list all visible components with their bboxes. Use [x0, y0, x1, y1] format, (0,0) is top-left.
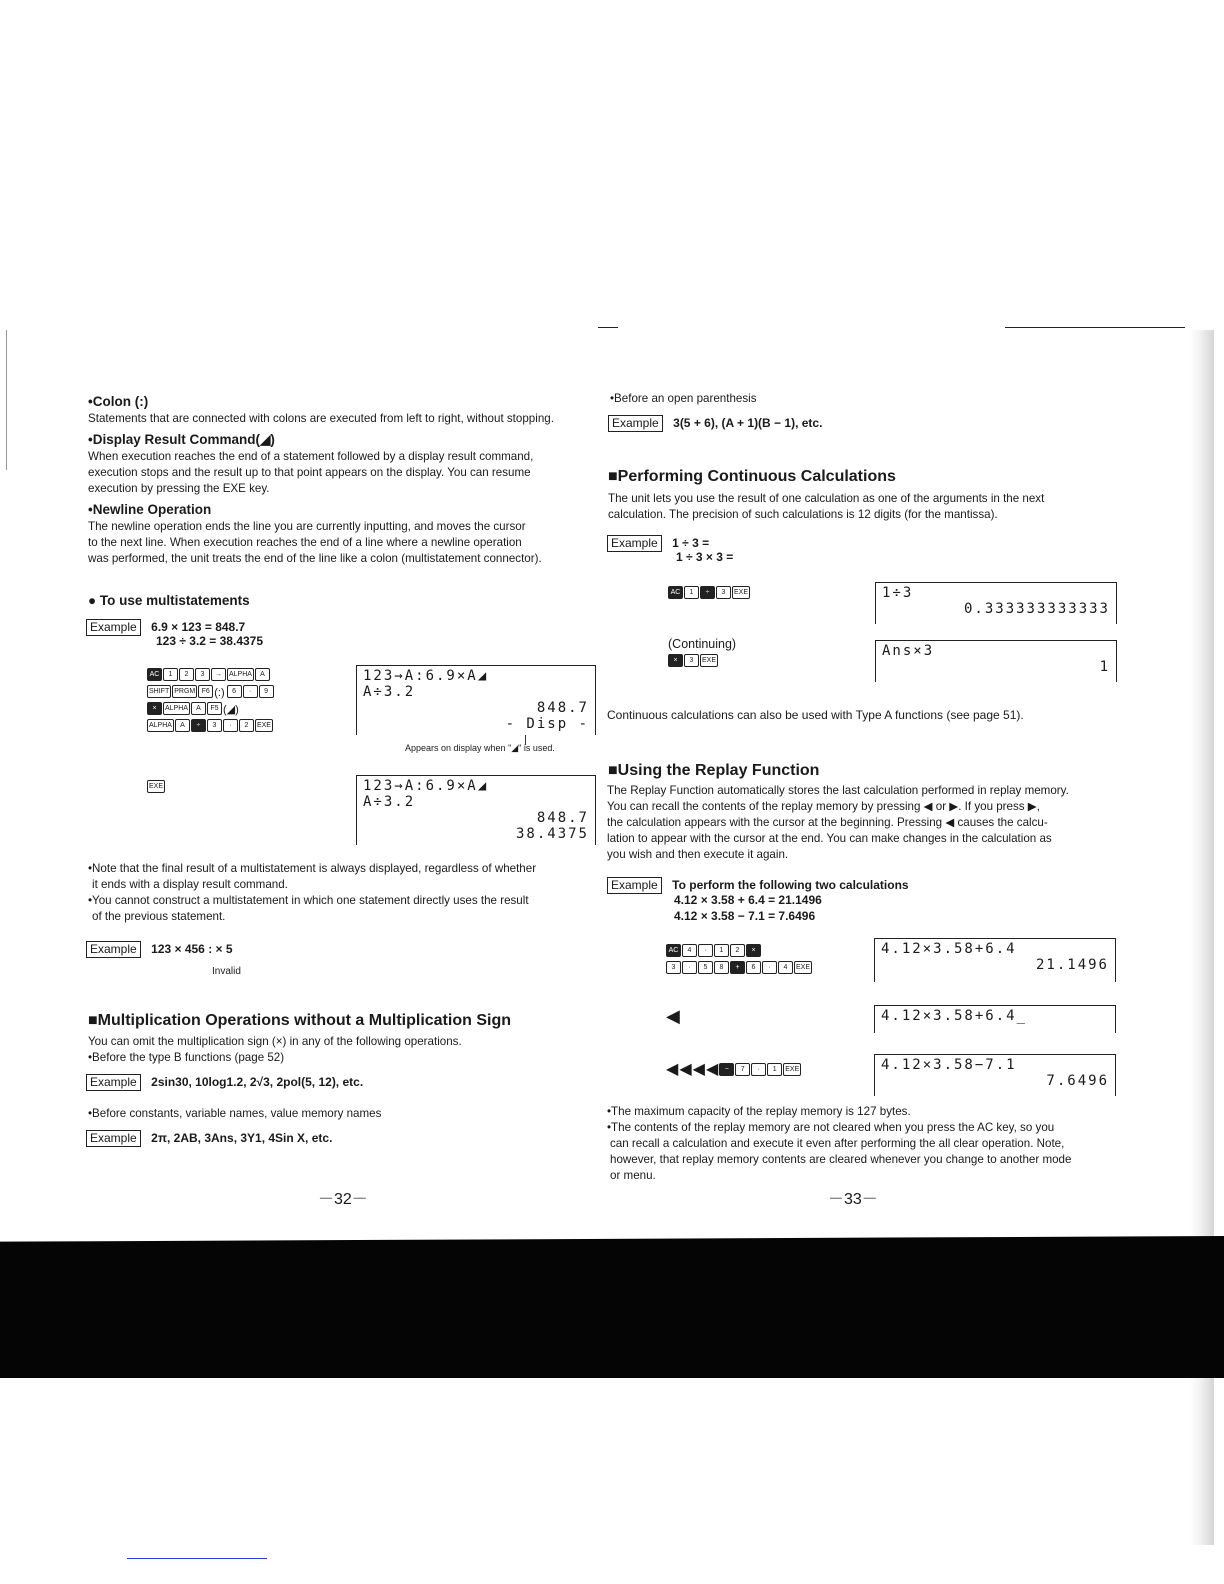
top-rule	[1005, 327, 1185, 328]
calc-key[interactable]: 9	[259, 685, 274, 698]
example-2-text: 123 × 456 : × 5	[151, 942, 233, 956]
calc-key[interactable]: EXE	[783, 1063, 801, 1076]
calc-key[interactable]: ◀	[666, 1061, 679, 1078]
lcd3-line-1: 1÷3	[882, 585, 914, 601]
calc-key[interactable]: ◀	[679, 1061, 692, 1078]
exe-key-label: EXE	[147, 780, 165, 793]
calc-key[interactable]: ALPHA	[227, 668, 254, 681]
lcd2-line-1: 123→A:6.9×A◢	[363, 778, 489, 794]
calc-key[interactable]: 3	[716, 586, 731, 599]
calc-key[interactable]: AC	[666, 944, 681, 957]
cont-text-1: The unit lets you use the result of one calculation as one of the arguments in the next	[608, 492, 1045, 505]
calc-key[interactable]: ·	[243, 685, 258, 698]
calc-key[interactable]: 6	[746, 961, 761, 974]
example-6-line-2: 1 ÷ 3 × 3 =	[676, 550, 734, 564]
calc-key[interactable]: 1	[714, 944, 729, 957]
lcd7-line-2: 7.6496	[1046, 1073, 1109, 1089]
lcd5-line-1: 4.12×3.58+6.4	[881, 941, 1017, 957]
lcd6-line-1: 4.12×3.58+6.4_	[881, 1008, 1028, 1024]
top-rule-mid	[598, 327, 618, 328]
note-2b: of the previous statement.	[92, 910, 226, 923]
example-5-text: 3(5 + 6), (A + 1)(B − 1), etc.	[673, 416, 823, 430]
example-7-line-2: 4.12 × 3.58 − 7.1 = 7.6496	[674, 909, 816, 923]
calc-key[interactable]: 8	[714, 961, 729, 974]
calc-key[interactable]: 2	[179, 668, 194, 681]
lcd2-line-3: 848.7	[536, 810, 589, 826]
calc-key[interactable]: ·	[682, 961, 697, 974]
calc-key[interactable]: F6	[198, 685, 213, 698]
mult-bullet-2: •Before constants, variable names, value memory names	[88, 1107, 382, 1120]
calc-key[interactable]: F5	[207, 702, 222, 715]
calc-key[interactable]: EXE	[700, 654, 718, 667]
replay-heading: ■Using the Replay Function	[608, 762, 820, 779]
calc-key[interactable]: EXE	[255, 719, 273, 732]
replay-text-1: The Replay Function automatically stores the last calculation performed in replay memory.	[607, 784, 1069, 797]
page-number-right: －33－	[828, 1191, 878, 1208]
lcd7-line-1: 4.12×3.58−7.1	[881, 1057, 1017, 1073]
example-7-title: To perform the following two calculations	[672, 878, 909, 892]
replay-text-3: the calculation appears with the cursor at the beginning. Pressing ◀ causes the calcu-	[607, 816, 1048, 829]
key-row-c2	[668, 652, 719, 669]
example-3	[86, 1073, 363, 1091]
calc-key[interactable]: +	[730, 961, 745, 974]
multiplication-heading: ■Multiplication Operations without a Multiplication Sign	[88, 1012, 511, 1029]
example-label: Example	[86, 1074, 141, 1091]
calc-key[interactable]: →	[211, 668, 226, 681]
lcd-display-1	[356, 665, 596, 735]
example-1-line-1: 6.9 × 123 = 848.7	[151, 620, 246, 634]
example-3-text: 2sin30, 10log1.2, 2√3, 2pol(5, 12), etc.	[151, 1075, 364, 1089]
calc-key[interactable]: 2	[730, 944, 745, 957]
lcd-display-6	[874, 1005, 1116, 1033]
example-4-text: 2π, 2AB, 3Ans, 3Y1, 4Sin X, etc.	[151, 1131, 333, 1145]
calc-key[interactable]: ·	[698, 944, 713, 957]
left-arrow-key[interactable]	[666, 1006, 680, 1027]
lcd-display-2	[356, 775, 596, 845]
replay-text-4: lation to appear with the cursor at the end. You can make changes in the calculation as	[607, 832, 1052, 845]
replay-text-2: You can recall the contents of the replay memory by pressing ◀ or ▶. If you press ▶,	[607, 800, 1040, 813]
lcd4-line-2: 1	[1099, 659, 1110, 675]
calc-key[interactable]: (:)	[214, 687, 225, 699]
calc-key[interactable]: ◀	[692, 1061, 705, 1078]
calc-key[interactable]: 7	[735, 1063, 750, 1076]
calc-key[interactable]: A	[255, 668, 270, 681]
key-row-c1	[668, 584, 751, 601]
note-1b: it ends with a display result command.	[92, 878, 288, 891]
calc-key[interactable]: ALPHA	[163, 702, 190, 715]
note-2a: •You cannot construct a multistatement in which one statement directly uses the result	[88, 894, 529, 907]
lcd-display-4	[875, 640, 1117, 682]
calc-key[interactable]: 3	[195, 668, 210, 681]
key-sequence-c2	[668, 652, 719, 669]
lcd2-line-4: 38.4375	[515, 826, 589, 842]
newline-heading: •Newline Operation	[88, 502, 212, 517]
max-note: •The maximum capacity of the replay memory is 127 bytes.	[607, 1105, 911, 1118]
calc-key[interactable]: PRGM	[172, 685, 197, 698]
calc-key[interactable]: 4	[682, 944, 697, 957]
continuous-heading: ■Performing Continuous Calculations	[608, 468, 896, 485]
key-sequence-r3	[666, 1059, 802, 1076]
cont-text-2: calculation. The precision of such calculations is 12 digits (for the mantissa).	[608, 508, 998, 521]
example-label: Example	[607, 535, 662, 552]
calc-key[interactable]: 3	[666, 961, 681, 974]
key-sequence-r1	[666, 942, 813, 976]
exe-key[interactable]	[147, 778, 166, 796]
clear-note-4: or menu.	[610, 1169, 656, 1182]
colon-heading: •Colon (:)	[88, 394, 149, 409]
key-row-r1	[666, 942, 813, 959]
calc-key[interactable]: A	[175, 719, 190, 732]
example-7	[607, 876, 909, 894]
mult-bullet-1: •Before the type B functions (page 52)	[88, 1051, 285, 1064]
key-row-3	[147, 700, 275, 717]
calc-key[interactable]: 2	[239, 719, 254, 732]
drc-text-1: When execution reaches the end of a statement followed by a display result command,	[88, 450, 534, 463]
calc-key[interactable]: ·	[751, 1063, 766, 1076]
example-label: Example	[607, 877, 662, 894]
calc-key[interactable]: 6	[227, 685, 242, 698]
mult-text: You can omit the multiplication sign (×) in any of the following operations.	[88, 1035, 462, 1048]
calc-key[interactable]: 3	[684, 654, 699, 667]
continuing-label: (Continuing)	[668, 637, 737, 651]
note-1a: •Note that the final result of a multistatement is always displayed, regardless of whether	[88, 862, 537, 875]
calc-key[interactable]: EXE	[794, 961, 812, 974]
left-arrow-icon: ◀	[666, 1006, 680, 1026]
lcd-display-7	[874, 1054, 1116, 1096]
drc-text-3: execution by pressing the EXE key.	[88, 482, 270, 495]
calc-key[interactable]: 1	[684, 586, 699, 599]
lcd1-line-3: 848.7	[536, 700, 589, 716]
example-label: Example	[86, 619, 141, 636]
key-sequence-1	[147, 666, 275, 734]
calc-key[interactable]: ◀	[705, 1061, 719, 1078]
example-label: Example	[86, 941, 141, 958]
example-2	[86, 940, 233, 958]
calc-key[interactable]: 1	[767, 1063, 782, 1076]
lcd1-line-1: 123→A:6.9×A◢	[363, 668, 489, 684]
key-sequence-c1	[668, 584, 751, 601]
calc-key[interactable]: 1	[163, 668, 178, 681]
paren-bullet: •Before an open parenthesis	[610, 392, 757, 405]
lcd4-line-1: Ans×3	[882, 643, 935, 659]
clear-note-1: •The contents of the replay memory are not cleared when you press the AC key, so you	[607, 1121, 1055, 1134]
multistatements-heading: ● To use multistatements	[88, 593, 250, 608]
drc-text-2: execution stops and the result up to that point appears on the display. You can resume	[88, 466, 531, 479]
key-row-r3	[666, 1059, 802, 1076]
calc-key[interactable]: ·	[223, 719, 238, 732]
invalid-label: Invalid	[212, 966, 241, 977]
example-6-line-1: 1 ÷ 3 =	[672, 536, 710, 550]
example-5	[608, 414, 822, 432]
calc-key[interactable]: ×	[746, 944, 761, 957]
example-4	[86, 1129, 332, 1147]
colon-text: Statements that are connected with colons are executed from left to right, without stopping.	[88, 412, 554, 425]
continuous-note: Continuous calculations can also be used with Type A functions (see page 51).	[607, 708, 1024, 722]
calc-key[interactable]: ÷	[700, 586, 715, 599]
calc-key[interactable]: AC	[147, 668, 162, 681]
scan-black-band	[0, 1236, 1224, 1378]
calc-key[interactable]: ALPHA	[147, 719, 174, 732]
lcd3-line-2: 0.333333333333	[963, 601, 1110, 617]
nl-text-2: to the next line. When execution reaches the end of a line where a newline operation	[88, 536, 522, 549]
lcd2-line-2: A÷3.2	[363, 794, 416, 810]
calc-key[interactable]: −	[719, 1063, 734, 1076]
lcd5-line-2: 21.1496	[1035, 957, 1109, 973]
calc-key[interactable]: ·	[762, 961, 777, 974]
calc-key[interactable]: 3	[207, 719, 222, 732]
nl-text-3: was performed, the unit treats the end of the line like a colon (multistatement connector).	[88, 552, 542, 565]
lcd-display-3	[875, 582, 1117, 624]
calc-key[interactable]: ÷	[191, 719, 206, 732]
example-label: Example	[608, 415, 663, 432]
calc-key[interactable]: (◢)	[222, 704, 239, 716]
calc-key[interactable]: ×	[668, 654, 683, 667]
calc-key[interactable]: 5	[698, 961, 713, 974]
link-underline	[127, 1558, 267, 1559]
calc-key[interactable]: 4	[778, 961, 793, 974]
clear-note-3: however, that replay memory contents are cleared whenever you change to another mode	[610, 1153, 1072, 1166]
lcd1-line-4: - Disp -	[505, 716, 589, 732]
example-label: Example	[86, 1130, 141, 1147]
left-edge-line	[6, 330, 7, 470]
page-number-left: －32－	[318, 1191, 368, 1208]
key-row-2	[147, 683, 275, 700]
calc-key[interactable]: A	[191, 702, 206, 715]
calc-key[interactable]: ×	[147, 702, 162, 715]
display-result-heading: •Display Result Command(◢)	[88, 432, 275, 447]
example-1-line-2: 123 ÷ 3.2 = 38.4375	[156, 634, 264, 648]
key-row-4	[147, 717, 275, 734]
replay-text-5: you wish and then execute it again.	[607, 848, 789, 861]
key-row-r2	[666, 959, 813, 976]
lcd-display-5	[874, 938, 1116, 982]
calc-key[interactable]: EXE	[732, 586, 750, 599]
example-7-line-1: 4.12 × 3.58 + 6.4 = 21.1496	[674, 893, 822, 907]
nl-text-1: The newline operation ends the line you are currently inputting, and moves the cursor	[88, 520, 526, 533]
key-row-1	[147, 666, 275, 683]
appears-note: Appears on display when "◢" is used.	[405, 743, 555, 753]
calc-key[interactable]: AC	[668, 586, 683, 599]
lcd1-line-2: A÷3.2	[363, 684, 416, 700]
clear-note-2: can recall a calculation and execute it even after performing the all clear operation. Note,	[610, 1137, 1065, 1150]
calc-key[interactable]: SHIFT	[147, 685, 171, 698]
